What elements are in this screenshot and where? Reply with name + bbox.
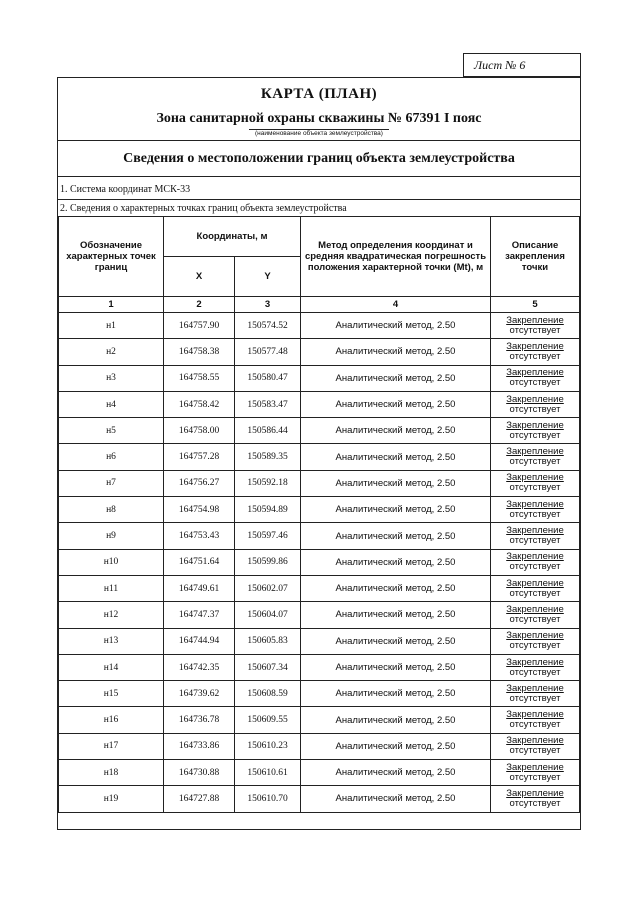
table-row bbox=[59, 497, 580, 523]
x-cell: 164727.88 bbox=[164, 786, 235, 812]
x-cell: 164754.98 bbox=[164, 497, 235, 523]
description-line: Закрепление bbox=[506, 525, 564, 537]
description-cell bbox=[491, 654, 580, 680]
table-row bbox=[59, 786, 580, 812]
point-cell: н18 bbox=[59, 760, 164, 786]
document-frame bbox=[57, 77, 581, 830]
method-cell: Аналитический метод, 2.50 bbox=[301, 654, 491, 680]
col-number: 1 bbox=[59, 297, 164, 313]
point-cell: н7 bbox=[59, 470, 164, 496]
point-cell: н14 bbox=[59, 654, 164, 680]
point-cell: н4 bbox=[59, 391, 164, 417]
header-y: Y bbox=[235, 257, 301, 297]
description-line: Закрепление bbox=[506, 367, 564, 379]
method-cell: Аналитический метод, 2.50 bbox=[301, 602, 491, 628]
section-title: Сведения о местоположении границ объекта землеустройства bbox=[123, 151, 515, 166]
col-number: 2 bbox=[164, 297, 235, 313]
y-cell: 150583.47 bbox=[235, 391, 301, 417]
table-row bbox=[59, 549, 580, 575]
y-cell: 150609.55 bbox=[235, 707, 301, 733]
header-coordinates: Координаты, м bbox=[164, 217, 301, 257]
description-line: отсутствует bbox=[509, 797, 561, 809]
point-cell: н1 bbox=[59, 313, 164, 339]
method-cell: Аналитический метод, 2.50 bbox=[301, 444, 491, 470]
x-cell: 164758.42 bbox=[164, 391, 235, 417]
description-line: Закрепление bbox=[506, 709, 564, 721]
description-line: Закрепление bbox=[506, 761, 564, 773]
x-cell: 164733.86 bbox=[164, 733, 235, 759]
table-row bbox=[59, 760, 580, 786]
y-cell: 150577.48 bbox=[235, 339, 301, 365]
table-row bbox=[59, 681, 580, 707]
table-row bbox=[59, 444, 580, 470]
method-cell: Аналитический метод, 2.50 bbox=[301, 391, 491, 417]
x-cell: 164758.38 bbox=[164, 339, 235, 365]
method-cell: Аналитический метод, 2.50 bbox=[301, 523, 491, 549]
point-cell: н15 bbox=[59, 681, 164, 707]
description-line: отсутствует bbox=[509, 613, 561, 625]
description-line: отсутствует bbox=[509, 429, 561, 441]
method-cell: Аналитический метод, 2.50 bbox=[301, 575, 491, 601]
point-cell: н12 bbox=[59, 602, 164, 628]
description-line: Закрепление bbox=[506, 735, 564, 747]
x-cell: 164744.94 bbox=[164, 628, 235, 654]
method-cell: Аналитический метод, 2.50 bbox=[301, 786, 491, 812]
description-cell bbox=[491, 602, 580, 628]
description-line: Закрепление bbox=[506, 603, 564, 615]
description-cell bbox=[491, 313, 580, 339]
description-line: Закрепление bbox=[506, 419, 564, 431]
method-cell: Аналитический метод, 2.50 bbox=[301, 628, 491, 654]
y-cell: 150597.46 bbox=[235, 523, 301, 549]
description-cell bbox=[491, 733, 580, 759]
description-cell bbox=[491, 339, 580, 365]
boundary-points-table bbox=[58, 216, 580, 813]
header-designation: Обозначение характерных точек границ bbox=[59, 217, 164, 297]
y-cell: 150602.07 bbox=[235, 575, 301, 601]
point-cell: н17 bbox=[59, 733, 164, 759]
description-line: Закрепление bbox=[506, 314, 564, 326]
description-cell bbox=[491, 444, 580, 470]
description-line: Закрепление bbox=[506, 577, 564, 589]
x-cell: 164758.55 bbox=[164, 365, 235, 391]
point-cell: н10 bbox=[59, 549, 164, 575]
description-line: отсутствует bbox=[509, 745, 561, 757]
table-row bbox=[59, 654, 580, 680]
coordinate-system-line: 1. Система координат МСК-33 bbox=[60, 184, 191, 195]
table-row bbox=[59, 418, 580, 444]
points-section-heading: 2. Сведения о характерных точках границ объекта землеустройства bbox=[60, 203, 347, 214]
col-number: 3 bbox=[235, 297, 301, 313]
method-cell: Аналитический метод, 2.50 bbox=[301, 418, 491, 444]
divider bbox=[58, 199, 580, 200]
description-line: Закрепление bbox=[506, 682, 564, 694]
method-cell: Аналитический метод, 2.50 bbox=[301, 365, 491, 391]
x-cell: 164757.28 bbox=[164, 444, 235, 470]
description-cell bbox=[491, 365, 580, 391]
sheet-number: Лист № 6 bbox=[463, 53, 581, 77]
y-cell: 150604.07 bbox=[235, 602, 301, 628]
description-cell bbox=[491, 470, 580, 496]
table-row bbox=[59, 628, 580, 654]
point-cell: н19 bbox=[59, 786, 164, 812]
description-cell bbox=[491, 760, 580, 786]
description-cell bbox=[491, 549, 580, 575]
point-cell: н5 bbox=[59, 418, 164, 444]
point-cell: н9 bbox=[59, 523, 164, 549]
description-line: Закрепление bbox=[506, 472, 564, 484]
table-row bbox=[59, 365, 580, 391]
point-cell: н11 bbox=[59, 575, 164, 601]
description-line: отсутствует bbox=[509, 666, 561, 678]
description-line: отсутствует bbox=[509, 719, 561, 731]
method-cell: Аналитический метод, 2.50 bbox=[301, 760, 491, 786]
object-name-caption-text: (наименование объекта землеустройства) bbox=[249, 129, 389, 137]
x-cell: 164730.88 bbox=[164, 760, 235, 786]
description-line: отсутствует bbox=[509, 561, 561, 573]
col-number: 4 bbox=[301, 297, 491, 313]
point-cell: н2 bbox=[59, 339, 164, 365]
y-cell: 150580.47 bbox=[235, 365, 301, 391]
x-cell: 164757.90 bbox=[164, 313, 235, 339]
description-line: отсутствует bbox=[509, 508, 561, 520]
table-row bbox=[59, 733, 580, 759]
y-cell: 150586.44 bbox=[235, 418, 301, 444]
point-cell: н16 bbox=[59, 707, 164, 733]
description-line: отсутствует bbox=[509, 403, 561, 415]
document-title: КАРТА (ПЛАН) bbox=[260, 86, 378, 102]
description-line: отсутствует bbox=[509, 377, 561, 389]
table-row bbox=[59, 575, 580, 601]
header-x: X bbox=[164, 257, 235, 297]
description-cell bbox=[491, 391, 580, 417]
y-cell: 150607.34 bbox=[235, 654, 301, 680]
point-cell: н3 bbox=[59, 365, 164, 391]
point-cell: н13 bbox=[59, 628, 164, 654]
description-line: отсутствует bbox=[509, 535, 561, 547]
col-number: 5 bbox=[491, 297, 580, 313]
y-cell: 150610.70 bbox=[235, 786, 301, 812]
method-cell: Аналитический метод, 2.50 bbox=[301, 707, 491, 733]
method-cell: Аналитический метод, 2.50 bbox=[301, 470, 491, 496]
description-line: отсутствует bbox=[509, 587, 561, 599]
method-cell: Аналитический метод, 2.50 bbox=[301, 733, 491, 759]
description-line: отсутствует bbox=[509, 350, 561, 362]
description-line: отсутствует bbox=[509, 640, 561, 652]
x-cell: 164736.78 bbox=[164, 707, 235, 733]
method-cell: Аналитический метод, 2.50 bbox=[301, 339, 491, 365]
divider bbox=[58, 140, 580, 141]
x-cell: 164747.37 bbox=[164, 602, 235, 628]
y-cell: 150599.86 bbox=[235, 549, 301, 575]
y-cell: 150610.23 bbox=[235, 733, 301, 759]
description-line: Закрепление bbox=[506, 340, 564, 352]
description-line: Закрепление bbox=[506, 551, 564, 563]
point-cell: н6 bbox=[59, 444, 164, 470]
x-cell: 164751.64 bbox=[164, 549, 235, 575]
table-row bbox=[59, 313, 580, 339]
x-cell: 164753.43 bbox=[164, 523, 235, 549]
table-row bbox=[59, 523, 580, 549]
header-method: Метод определения координат и средняя квадратическая погрешность положения характерной точки (Mt), м bbox=[301, 217, 491, 297]
method-cell: Аналитический метод, 2.50 bbox=[301, 681, 491, 707]
x-cell: 164758.00 bbox=[164, 418, 235, 444]
divider bbox=[58, 176, 580, 177]
description-line: отсутствует bbox=[509, 456, 561, 468]
method-cell: Аналитический метод, 2.50 bbox=[301, 313, 491, 339]
description-line: Закрепление bbox=[506, 446, 564, 458]
description-line: Закрепление bbox=[506, 498, 564, 510]
x-cell: 164749.61 bbox=[164, 575, 235, 601]
description-line: отсутствует bbox=[509, 692, 561, 704]
y-cell: 150594.89 bbox=[235, 497, 301, 523]
y-cell: 150589.35 bbox=[235, 444, 301, 470]
description-cell bbox=[491, 628, 580, 654]
y-cell: 150608.59 bbox=[235, 681, 301, 707]
x-cell: 164742.35 bbox=[164, 654, 235, 680]
description-cell bbox=[491, 523, 580, 549]
table-row bbox=[59, 602, 580, 628]
object-name: Зона санитарной охраны скважины № 67391 I пояс bbox=[156, 111, 482, 126]
description-line: Закрепление bbox=[506, 393, 564, 405]
object-name-caption bbox=[58, 130, 580, 137]
y-cell: 150610.61 bbox=[235, 760, 301, 786]
description-line: Закрепление bbox=[506, 656, 564, 668]
table-row bbox=[59, 707, 580, 733]
method-cell: Аналитический метод, 2.50 bbox=[301, 497, 491, 523]
y-cell: 150592.18 bbox=[235, 470, 301, 496]
y-cell: 150605.83 bbox=[235, 628, 301, 654]
description-cell bbox=[491, 681, 580, 707]
description-line: отсутствует bbox=[509, 482, 561, 494]
method-cell: Аналитический метод, 2.50 bbox=[301, 549, 491, 575]
table-row bbox=[59, 470, 580, 496]
description-line: Закрепление bbox=[506, 630, 564, 642]
table-row bbox=[59, 339, 580, 365]
x-cell: 164739.62 bbox=[164, 681, 235, 707]
point-cell: н8 bbox=[59, 497, 164, 523]
description-line: отсутствует bbox=[509, 324, 561, 336]
x-cell: 164756.27 bbox=[164, 470, 235, 496]
description-cell bbox=[491, 575, 580, 601]
description-line: отсутствует bbox=[509, 771, 561, 783]
header-description: Описание закрепления точки bbox=[491, 217, 580, 297]
description-cell bbox=[491, 418, 580, 444]
y-cell: 150574.52 bbox=[235, 313, 301, 339]
description-cell bbox=[491, 786, 580, 812]
description-cell bbox=[491, 497, 580, 523]
description-line: Закрепление bbox=[506, 787, 564, 799]
description-cell bbox=[491, 707, 580, 733]
table-row bbox=[59, 391, 580, 417]
